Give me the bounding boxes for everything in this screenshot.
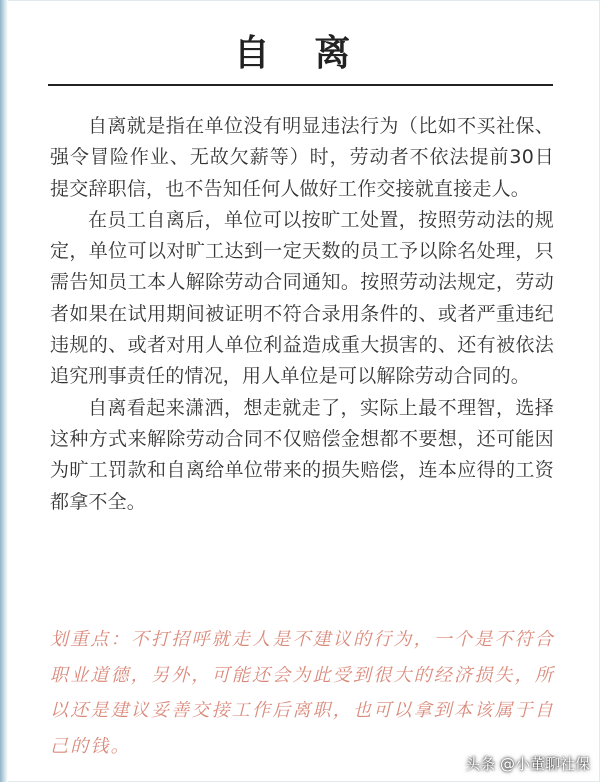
article-body (50, 111, 554, 518)
key-point-note: 划重点：不打招呼就走人是不建议的行为，一个是不符合职业道德，另外，可能还会为此受到很大的经济损失，所以还是建议妥善交接工作后离职，也可以拿到本该属于自己的钱。 (50, 629, 555, 757)
left-accent-bar (0, 0, 8, 782)
source-watermark: 头条 @小董聊社保 (465, 755, 590, 773)
paragraph-definition: 自离就是指在单位没有明显违法行为（比如不买社保、强令冒险作业、无故欠薪等）时，劳动者不依法提前30日提交辞职信，也不告知任何人做好工作交接就直接走人。 (50, 115, 554, 200)
title-underline (48, 84, 553, 86)
paragraph-consequences: 自离看起来潇洒，想走就走了，实际上最不理智，选择这种方式来解除劳动合同不仅赔偿金想都不要想，还可能因为旷工罚款和自离给单位带来的损失赔偿，连本应得的工资都拿不全。 (50, 396, 554, 513)
page-title: 自 离 (233, 33, 367, 74)
paragraph-employer-action: 在员工自离后，单位可以按旷工处置，按照劳动法的规定，单位可以对旷工达到一定天数的员工予以除名处理，只需告知员工本人解除劳动合同通知。按照劳动法规定，劳动者如果在试用期间被证明不符合录用条件的、或者严重违纪违规的、或者对用人单位利益造成重大损害的、还有被依法追究刑事责任的情况，用人单位是可以解除劳动合同的。 (50, 208, 554, 388)
